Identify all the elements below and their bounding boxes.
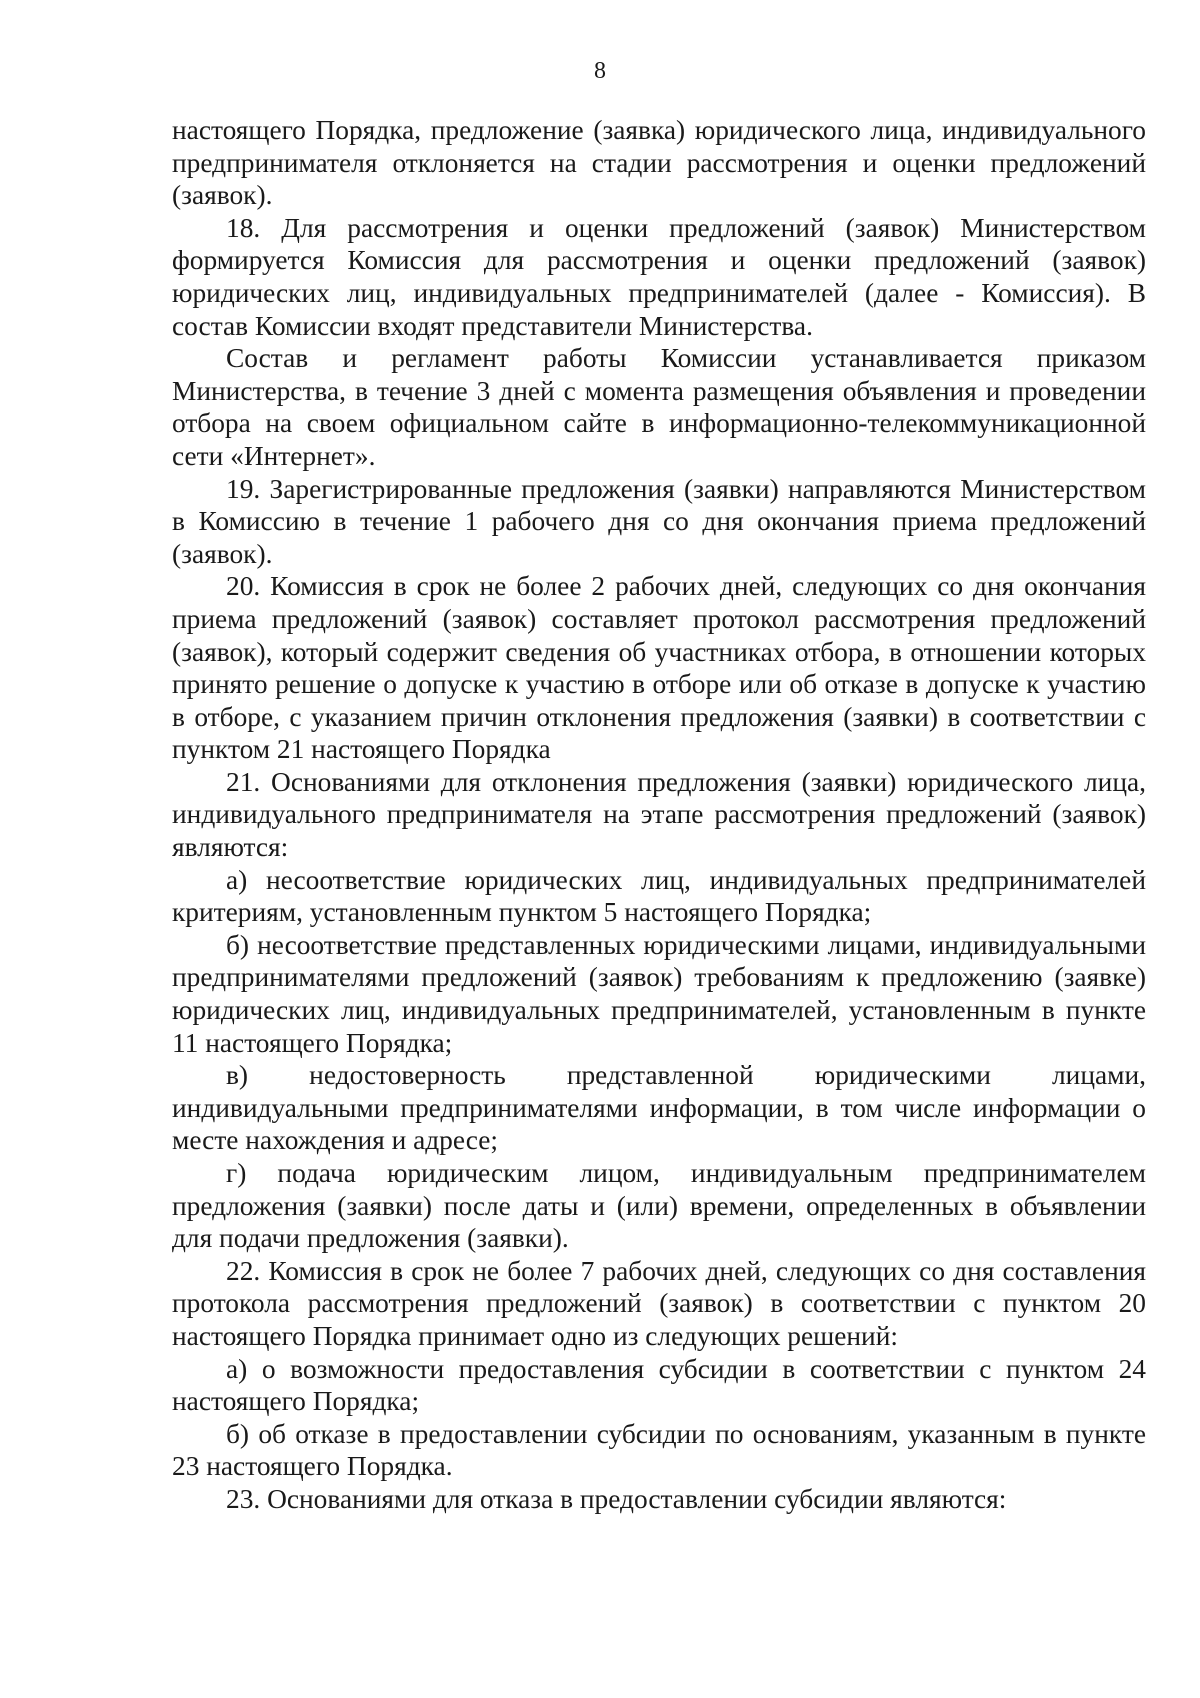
page-number: 8 [594, 58, 606, 84]
paragraph-item-21-v: в) недостоверность представленной юридическими лицами, индивидуальными предпринимателями информации, в том числе информации о месте нахождения и адресе; [172, 1060, 1146, 1156]
paragraph-item-21-a: а) несоответствие юридических лиц, индивидуальных предпринимателей критериям, установленным пунктом 5 настоящего Порядка; [172, 864, 1146, 928]
paragraph-item-22: 22. Комиссия в срок не более 7 рабочих дней, следующих со дня составления протокола рассмотрения предложений (заявок) в соответствии с пунктом 20 настоящего Порядка принимает одно из следующих решений: [172, 1255, 1146, 1351]
document-body [172, 114, 1146, 1516]
paragraph-item-22-a: а) о возможности предоставления субсидии в соответствии с пунктом 24 настоящего Порядка; [172, 1353, 1146, 1417]
paragraph-item-22-b: б) об отказе в предоставлении субсидии по основаниям, указанным в пункте 23 настоящего Порядка. [172, 1418, 1146, 1482]
paragraph-commission-composition: Состав и регламент работы Комиссии устанавливается приказом Министерства, в течение 3 дней с момента размещения объявления и проведении отбора на своем официальном сайте в информационно-телекоммуникационной сети «Интернет». [172, 343, 1146, 471]
paragraph-continuation: настоящего Порядка, предложение (заявка) юридического лица, индивидуального предпринимателя отклоняется на стадии рассмотрения и оценки предложений (заявок). [172, 115, 1146, 211]
paragraph-item-18: 18. Для рассмотрения и оценки предложений (заявок) Министерством формируется Комиссия для рассмотрения и оценки предложений (заявок) юридических лиц, индивидуальных предпринимателей (далее - Комиссия). В состав Комиссии входят представители Министерства. [172, 212, 1146, 341]
paragraph-item-21: 21. Основаниями для отклонения предложения (заявки) юридического лица, индивидуального предпринимателя на этапе рассмотрения предложений (заявок) являются: [172, 766, 1146, 863]
paragraph-item-21-b: б) несоответствие представленных юридическими лицами, индивидуальными предпринимателями предложений (заявок) требованиям к предложению (заявке) юридических лиц, индивидуальных предпринимателей, установленным в пункте 11 настоящего Порядка; [172, 929, 1146, 1058]
paragraph-item-21-g: г) подача юридическим лицом, индивидуальным предпринимателем предложения (заявки) после даты и (или) времени, определенных в объявлении для подачи предложения (заявки). [172, 1158, 1146, 1254]
paragraph-item-19: 19. Зарегистрированные предложения (заявки) направляются Министерством в Комиссию в течение 1 рабочего дня со дня окончания приема предложений (заявок). [172, 473, 1146, 569]
paragraph-item-23: 23. Основаниями для отказа в предоставлении субсидии являются: [226, 1483, 1007, 1514]
paragraph-item-20: 20. Комиссия в срок не более 2 рабочих дней, следующих со дня окончания приема предложений (заявок) составляет протокол рассмотрения предложений (заявок), который содержит сведения об участниках отбора, в отношении которых принято решение о допуске к участию в отборе или об отказе в допуске к участию в отборе, с указанием причин отклонения предложения (заявки) в соответствии с пунктом 21 настоящего Порядка [172, 571, 1146, 765]
